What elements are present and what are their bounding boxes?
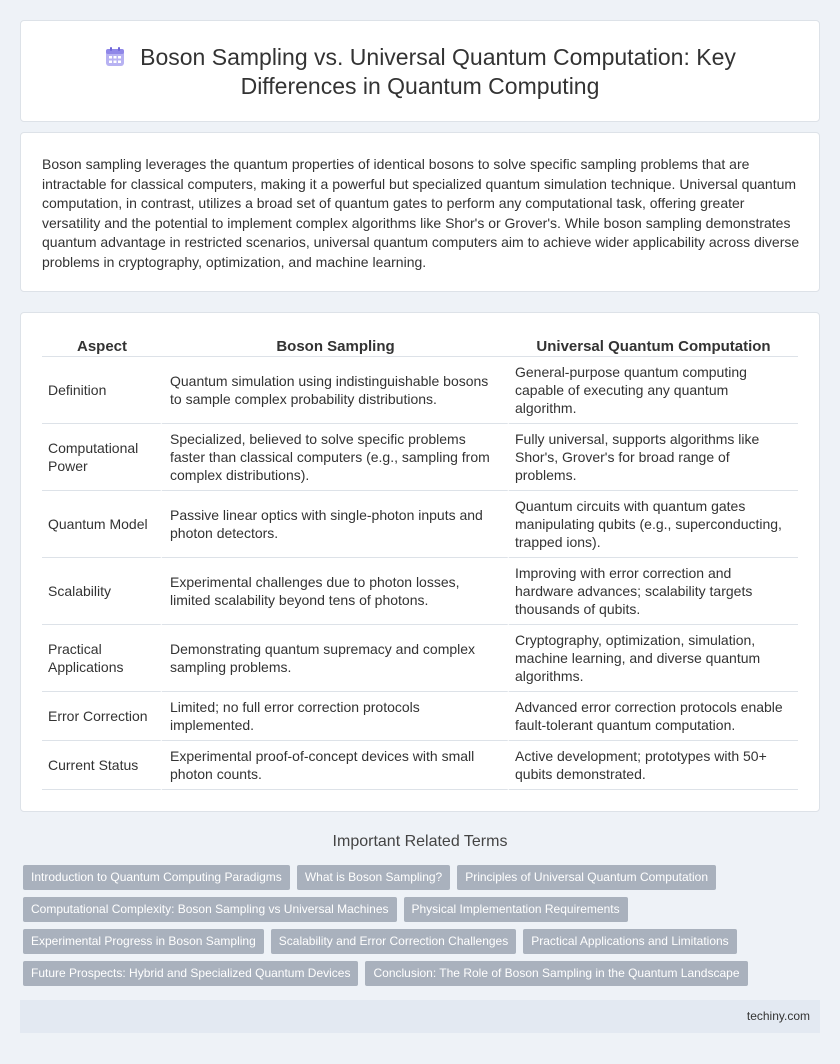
related-tag[interactable]: Practical Applications and Limitations <box>523 929 736 954</box>
cell-universal: Active development; prototypes with 50+ qubits demonstrated. <box>509 741 798 790</box>
cell-aspect: Current Status <box>42 741 162 790</box>
header-universal-quantum: Universal Quantum Computation <box>509 335 798 357</box>
header-boson-sampling: Boson Sampling <box>162 335 509 357</box>
cell-universal: Improving with error correction and hardware advances; scalability targets thousands of qubits. <box>509 558 798 625</box>
page-title-wrap <box>21 43 819 101</box>
comparison-table-card <box>20 312 820 812</box>
tag-row <box>23 897 813 922</box>
table-row <box>42 625 798 692</box>
cell-boson: Demonstrating quantum supremacy and complex sampling problems. <box>162 625 509 692</box>
table-header-row <box>42 335 798 357</box>
cell-boson: Limited; no full error correction protocols implemented. <box>162 692 509 741</box>
related-tag[interactable]: Physical Implementation Requirements <box>404 897 628 922</box>
related-tag[interactable]: Principles of Universal Quantum Computation <box>457 865 716 890</box>
table-row <box>42 491 798 558</box>
related-terms-title: Important Related Terms <box>332 833 508 850</box>
table-row <box>42 692 798 741</box>
footer <box>20 1000 820 1033</box>
table-row <box>42 357 798 424</box>
cell-boson: Specialized, believed to solve specific problems faster than classical computers (e.g., sampling from complex distributions). <box>162 424 509 491</box>
calendar-icon <box>104 46 126 68</box>
related-tag[interactable]: Future Prospects: Hybrid and Specialized Quantum Devices <box>23 961 358 986</box>
cell-aspect: Error Correction <box>42 692 162 741</box>
related-terms-tags <box>23 865 813 993</box>
cell-aspect: Computational Power <box>42 424 162 491</box>
related-tag[interactable]: Computational Complexity: Boson Sampling vs Universal Machines <box>23 897 397 922</box>
related-tag[interactable]: Scalability and Error Correction Challenges <box>271 929 516 954</box>
related-tag[interactable]: Introduction to Quantum Computing Paradigms <box>23 865 290 890</box>
cell-universal: General-purpose quantum computing capable of executing any quantum algorithm. <box>509 357 798 424</box>
cell-universal: Quantum circuits with quantum gates manipulating qubits (e.g., superconducting, trapped ions). <box>509 491 798 558</box>
comparison-table <box>42 335 798 790</box>
intro-paragraph: Boson sampling leverages the quantum properties of identical bosons to solve specific sampling problems that are intractable for classical computers, making it a powerful but specialized quantum simulation technique. Universal quantum computation, in contrast, utilizes a broad set of quantum gates to perform any computational task, offering greater versatility and the potential to implement complex algorithms like Shor's or Grover's. While boson sampling demonstrates quantum advantage in restricted scenarios, universal quantum computers aim to achieve wider applicability across diverse problems in cryptography, optimization, and machine learning. <box>42 156 800 270</box>
related-tag[interactable]: Conclusion: The Role of Boson Sampling in the Quantum Landscape <box>365 961 747 986</box>
cell-aspect: Quantum Model <box>42 491 162 558</box>
cell-boson: Quantum simulation using indistinguishable bosons to sample complex probability distributions. <box>162 357 509 424</box>
cell-boson: Experimental challenges due to photon losses, limited scalability beyond tens of photons. <box>162 558 509 625</box>
cell-universal: Fully universal, supports algorithms like Shor's, Grover's for broad range of problems. <box>509 424 798 491</box>
cell-aspect: Scalability <box>42 558 162 625</box>
cell-boson: Experimental proof-of-concept devices with small photon counts. <box>162 741 509 790</box>
related-tag[interactable]: Experimental Progress in Boson Sampling <box>23 929 264 954</box>
intro-card <box>20 132 820 292</box>
table-row <box>42 424 798 491</box>
cell-aspect: Definition <box>42 357 162 424</box>
cell-aspect: Practical Applications <box>42 625 162 692</box>
table-row <box>42 741 798 790</box>
cell-boson: Passive linear optics with single-photon inputs and photon detectors. <box>162 491 509 558</box>
cell-universal: Cryptography, optimization, simulation, machine learning, and diverse quantum algorithms. <box>509 625 798 692</box>
cell-universal: Advanced error correction protocols enable fault-tolerant quantum computation. <box>509 692 798 741</box>
title-card <box>20 20 820 122</box>
tag-row <box>23 865 813 890</box>
tag-row <box>23 929 813 954</box>
footer-site-link[interactable]: techiny.com <box>746 1009 810 1023</box>
header-aspect: Aspect <box>42 335 162 357</box>
table-row <box>42 558 798 625</box>
tag-row <box>23 961 813 986</box>
page-title: Boson Sampling vs. Universal Quantum Computation: Key Differences in Quantum Computing <box>140 44 736 99</box>
related-tag[interactable]: What is Boson Sampling? <box>297 865 450 890</box>
